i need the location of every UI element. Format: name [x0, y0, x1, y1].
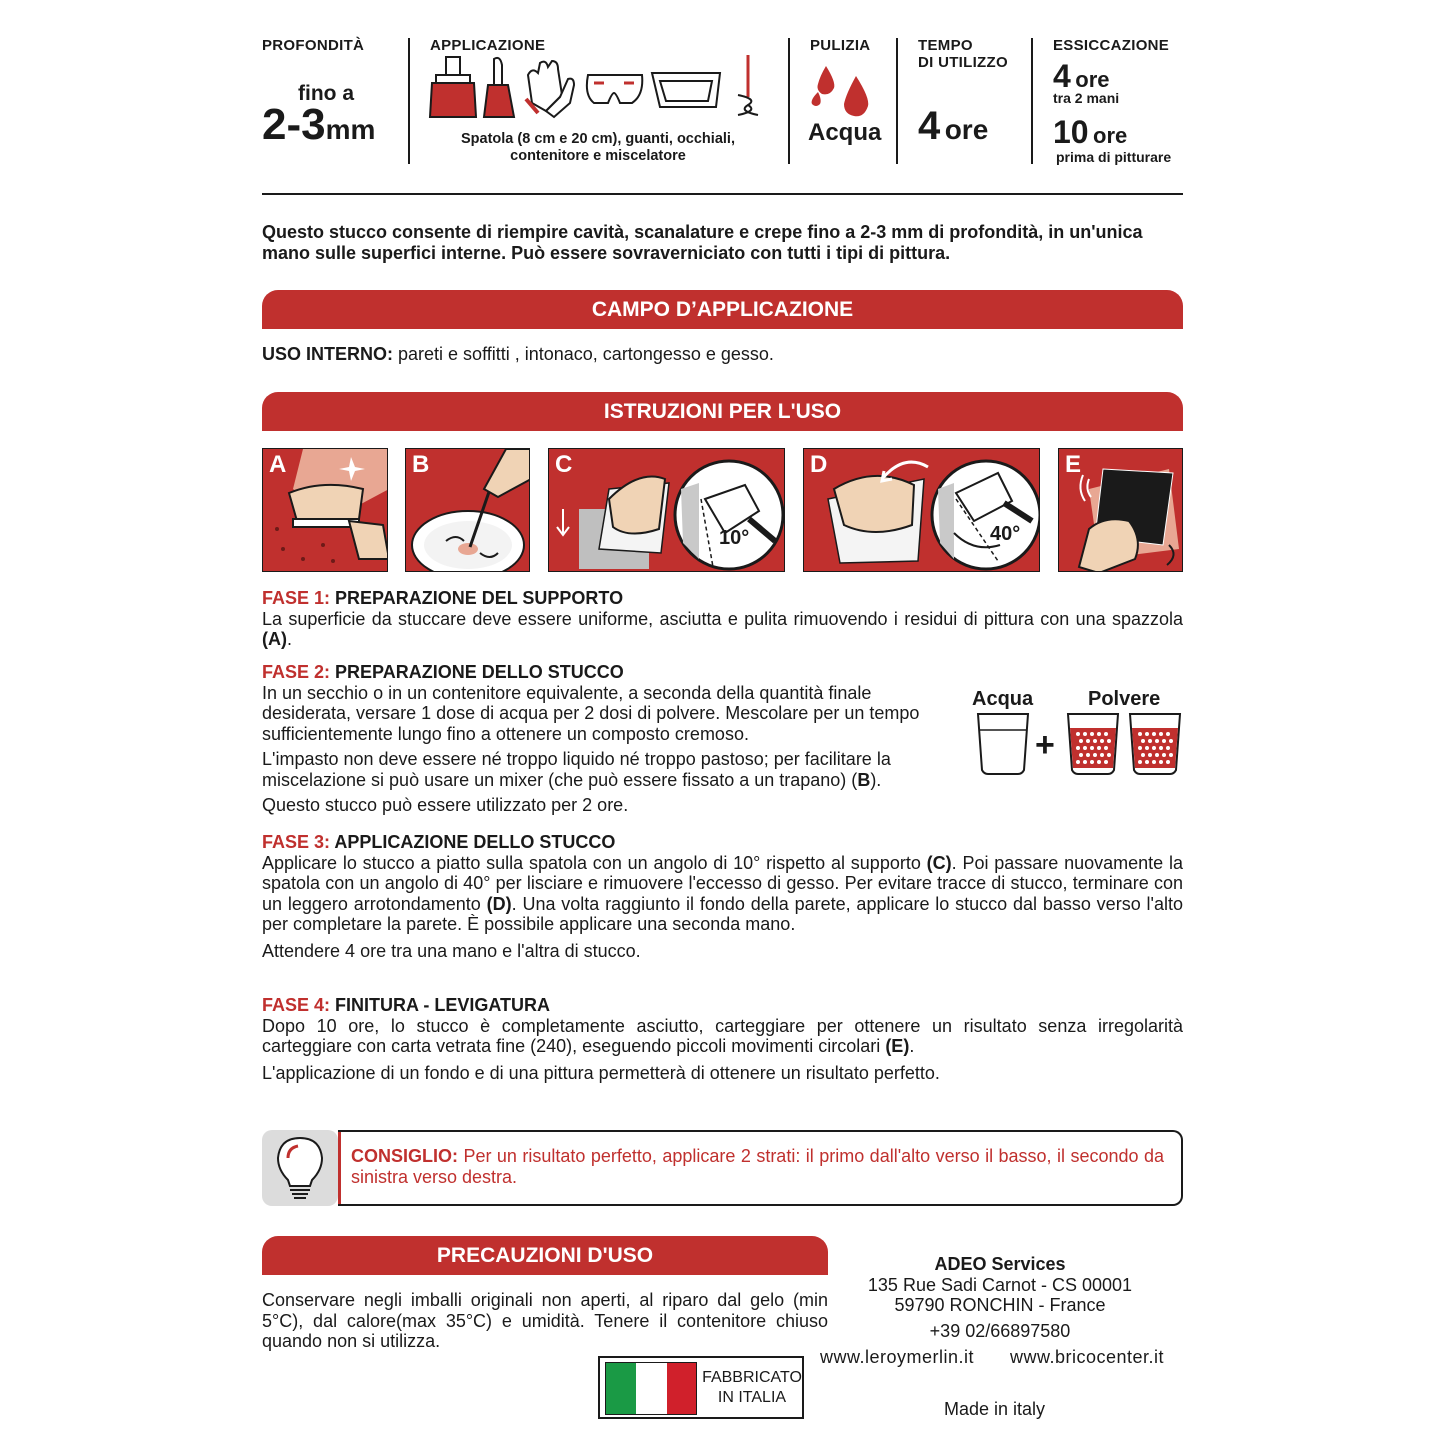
powder-cup-icon: [1068, 714, 1118, 774]
water-label: Acqua: [972, 688, 1034, 710]
panel-c: [548, 448, 785, 572]
lightbulb-icon: [262, 1130, 338, 1206]
panel-a: [262, 448, 388, 572]
italy-flag-icon: [605, 1362, 697, 1415]
powder-label: Polvere: [1088, 688, 1161, 710]
spatula-40-illustration: [804, 449, 1040, 572]
divider: [408, 38, 410, 164]
company-info: ADEO Services 135 Rue Sadi Carnot - CS 00001 59790 RONCHIN - France +39 02/66897580: [867, 1254, 1133, 1341]
intro-text: Questo stucco consente di riempire cavità, scanalature e crepe fino a 2-3 mm di profondità, in un'unica mano sulle superfici interne. Può essere sovraverniciato con tutti i tipi di pittura.: [262, 222, 1143, 263]
cleaning-label: PULIZIA: [810, 37, 871, 54]
drying-before-paint-note: prima di pitturare: [1056, 149, 1172, 165]
cleaning-value: Acqua: [808, 119, 882, 146]
water-cup-icon: [978, 714, 1028, 774]
divider: [1031, 38, 1033, 164]
divider: [788, 38, 790, 164]
tip-accent: [338, 1132, 350, 1204]
tip-icon-box: [262, 1130, 338, 1206]
istruzioni-banner: ISTRUZIONI PER L'USO: [262, 392, 1183, 431]
fase2-section: FASE 2: PREPARAZIONE DELLO STUCCO In un secchio o in un contenitore equivalente, a seconda della quantità finale desiderata, versare 1 dose di acqua per 2 dosi di polvere. Mescolare per un tempo sufficientemente lungo fino a ottenere un composto cremoso. L'impasto non deve essere né troppo liquido né troppo pastoso; per facilitare la miscelazione si può usare un mixer (che può essere fissato a un trapano) (B). Questo stucco può essere utilizzato per 2 ore.: [262, 662, 920, 815]
website-leroymerlin[interactable]: www.leroymerlin.it: [820, 1347, 975, 1367]
tip-text: CONSIGLIO: Per un risultato perfetto, applicare 2 strati: il primo dall'alto verso il basso, il secondo da sinistra verso destra.: [351, 1146, 1164, 1187]
container-icon: [652, 73, 720, 107]
panel-letter: A: [269, 451, 287, 478]
usage-time-value: 4 ore: [918, 104, 989, 148]
water-drops-icon: [806, 64, 876, 120]
website-bricocenter[interactable]: www.bricocenter.it: [1010, 1347, 1165, 1367]
panel-b: [405, 448, 530, 572]
made-in-label: FABBRICATO IN ITALIA: [702, 1369, 802, 1406]
drying-between-coats: 4 ore: [1053, 58, 1110, 94]
drying-label: ESSICCAZIONE: [1053, 37, 1170, 54]
tools-description: Spatola (8 cm e 20 cm), guanti, occhiali, contenitore e miscelatore: [461, 131, 735, 164]
depth-label: PROFONDITÀ: [262, 37, 365, 54]
angle-label: 10°: [719, 527, 750, 549]
usage-time-label: TEMPO DI UTILIZZO: [918, 37, 1008, 71]
precauzioni-banner: PRECAUZIONI D'USO: [262, 1236, 828, 1275]
depth-prefix: fino a: [298, 82, 354, 105]
campo-text: USO INTERNO: pareti e soffitti , intonaco, cartongesso e gesso.: [262, 344, 774, 364]
panel-letter: E: [1065, 451, 1082, 478]
depth-value: 2-3mm: [262, 100, 376, 149]
precauzioni-text: Conservare negli imballi originali non aperti, al riparo dal gelo (min 5°C), dal calore(max 35°C) e umidità. Tenere il contenitore chiuso quando non si utilizza.: [262, 1290, 828, 1351]
gloves-icon: [526, 61, 574, 117]
divider: [896, 38, 898, 164]
angle-label: 40°: [990, 523, 1021, 545]
fase1-section: FASE 1: PREPARAZIONE DEL SUPPORTO La superficie da stuccare deve essere uniforme, asciutta e pulita rimuovendo i residui di pittura con una spazzola (A).: [262, 588, 1183, 649]
fase4-section: FASE 4: FINITURA - LEVIGATURA Dopo 10 ore, lo stucco è completamente asciutto, carteggiare per ottenere un risultato senza irregolarità carteggiare con carta vetrata fine (240), eseguendo piccoli movimenti circolari (E). L'applicazione di un fondo e di una pittura permetterà di ottenere un risultato perfetto.: [262, 995, 1183, 1083]
tools-icons: [428, 55, 778, 121]
spatula-10-illustration: [549, 449, 785, 572]
header-divider: [262, 193, 1183, 195]
mix-ratio-icons: [972, 712, 1186, 778]
drying-before-paint: 10 ore: [1053, 114, 1128, 150]
drying-between-coats-note: tra 2 mani: [1053, 90, 1120, 106]
panel-letter: D: [810, 451, 828, 478]
panel-d: [803, 448, 1040, 572]
goggles-icon: [587, 75, 642, 103]
spatula-narrow-icon: [484, 58, 514, 117]
mixer-icon: [738, 55, 758, 115]
panel-e: [1058, 448, 1183, 572]
panel-letter: C: [555, 451, 573, 478]
plus-sign: +: [1035, 726, 1055, 764]
powder-cup-icon: [1130, 714, 1180, 774]
application-label: APPLICAZIONE: [430, 37, 546, 54]
made-in-text: Made in italy: [944, 1399, 1046, 1419]
fase3-section: FASE 3: APPLICAZIONE DELLO STUCCO Applicare lo stucco a piatto sulla spatola con un angolo di 10° rispetto al supporto (C). Poi passare nuovamente la spatola con un angolo di 40° per lisciare e rimuovere l'eccesso di gesso. Per evitare tracce di stucco, terminare con un leggero arrotondamento (D). Una volta raggiunto il fondo della parete, applicare lo stucco dal basso verso l'alto per completare la parete. È possibile applicare una seconda mano. Attendere 4 ore tra una mano e l'altra di stucco.: [262, 832, 1184, 961]
made-in-italy-badge: [598, 1356, 804, 1419]
panel-letter: B: [412, 451, 430, 478]
spatula-wide-icon: [430, 57, 476, 117]
campo-banner: CAMPO D’APPLICAZIONE: [262, 290, 1183, 329]
